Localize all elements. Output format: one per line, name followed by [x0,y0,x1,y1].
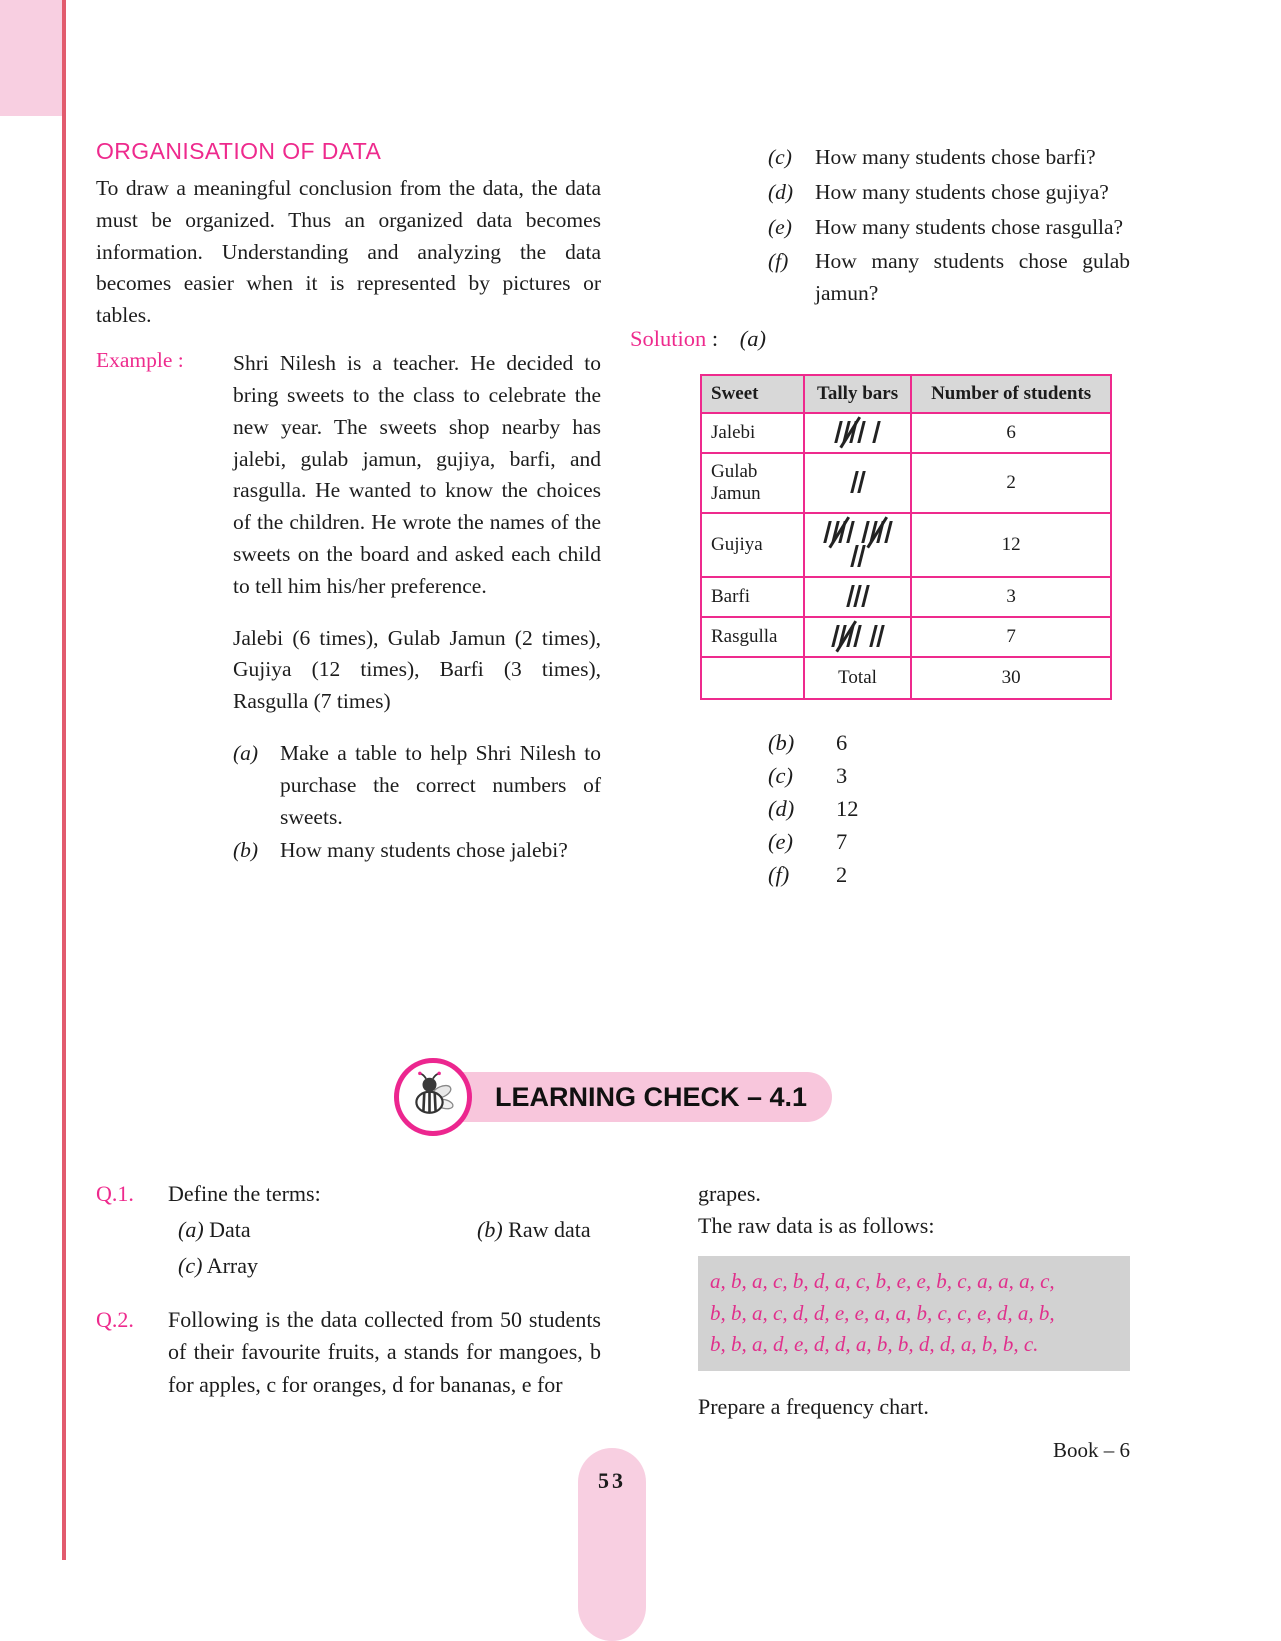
question-1-part-b [477,1214,591,1246]
sweet-name-cell: Gujiya [701,513,804,577]
tally-group-of-5 [824,521,854,545]
question-b [233,835,601,867]
page-number: 53 [598,1468,626,1493]
question-2 [96,1304,601,1400]
tally-singles [869,625,884,649]
answer-b-letter: (b) [768,730,795,756]
answer-b [768,726,1130,759]
tally-table [700,374,1112,700]
table-row [701,453,1111,513]
raw-data-line-1: a, b, a, c, b, d, a, c, b, e, e, b, c, a, a, a, c, [710,1269,1055,1294]
exercises-right-column [698,1178,1130,1423]
question-c [768,142,1130,174]
margin-rule [62,0,66,1560]
tally-singles [850,471,865,495]
tally-singles [846,585,869,609]
tally-group-of-5 [831,625,861,649]
raw-data-line-2: b, b, a, c, d, d, e, e, a, a, b, c, c, e, d, a, b, [710,1300,1055,1325]
count-cell: 6 [911,413,1111,453]
tally-group-of-5 [835,421,865,445]
q1-part-c-text: Array [202,1253,259,1279]
tally-cell [804,413,911,453]
table-row [701,617,1111,657]
section-heading: ORGANISATION OF DATA [96,138,382,164]
sweet-name-cell: Jalebi [701,413,804,453]
tally-group-of-5 [862,521,892,545]
count-cell: 2 [911,453,1111,513]
table-row [701,577,1111,617]
total-label-cell: Total [804,657,911,699]
q1-part-a-text: Data [203,1217,251,1243]
question-1-parts-row [168,1214,601,1246]
question-e-text: How many students chose rasgulla? [815,214,1124,239]
question-1-number: Q.1. [96,1181,134,1206]
tally-singles [873,421,881,445]
solution-answers [768,726,1130,891]
corner-decoration [0,0,66,116]
answer-c-value: 3 [836,763,848,789]
answer-c [768,759,1130,792]
tally-cell [804,453,911,513]
tally-singles [850,545,865,569]
question-f [768,246,1130,310]
answer-f [768,858,1130,891]
q1-part-b-text: Raw data [502,1217,591,1243]
count-cell: 3 [911,577,1111,617]
count-cell: 7 [911,617,1111,657]
answer-d [768,792,1130,825]
question-e-letter: (e) [768,214,792,239]
question-d-text: How many students chose gujiya? [815,179,1109,204]
question-a-letter: (a) [233,741,259,765]
tally-table-body [701,413,1111,699]
answer-c-letter: (c) [768,763,793,789]
q1-part-a-letter: (a) [178,1217,204,1243]
count-cell: 12 [911,513,1111,577]
question-f-text: How many students chose gulab jamun? [815,249,1130,306]
bee-icon [394,1058,472,1136]
learning-check-banner [0,1058,1281,1138]
question-a [233,738,601,833]
answer-d-value: 12 [836,796,859,822]
question-d [768,177,1130,209]
sweet-name-cell: Gulab Jamun [701,453,804,513]
q1-part-b-letter: (b) [477,1217,503,1243]
raw-data-line-3: b, b, a, d, e, d, d, a, b, b, d, d, a, b, b, c. [710,1332,1039,1357]
table-row [701,413,1111,453]
frequency-chart-instruction: Prepare a frequency chart. [698,1393,929,1419]
question-b-text: How many students chose jalebi? [280,838,568,863]
page-number-pill [578,1448,646,1641]
answer-f-value: 2 [836,862,848,888]
answer-b-value: 6 [836,730,848,756]
raw-data-box [698,1256,1130,1371]
tally-cell [804,577,911,617]
answer-d-letter: (d) [768,796,795,822]
question-1-part-c [168,1250,601,1282]
raw-data-intro: The raw data is as follows: [698,1213,935,1239]
question-b-letter: (b) [233,838,259,863]
question-a-text: Make a table to help Shri Nilesh to purchase the correct numbers of sweets. [280,741,601,829]
example-body: Shri Nilesh is a teacher. He decided to bring sweets to the class to celebrate the new year. The sweets shop nearby has jalebi, gulab jamun, gujiya, barfi, and rasgulla. He wanted to know the choices of the children. He wrote the names of the sweets on the board and asked each child to tell him his/her preference. [233,351,601,598]
question-2-continuation: grapes. [698,1181,761,1206]
question-f-letter: (f) [768,249,789,274]
question-2-number: Q.2. [96,1307,134,1333]
example-label: Example : [96,348,184,373]
question-d-letter: (d) [768,179,794,204]
question-e [768,212,1130,244]
answer-e [768,825,1130,858]
solution-line [630,326,1130,352]
questions-c-to-f [630,142,1130,310]
q1-part-c-letter: (c) [178,1253,203,1279]
table-total-row [701,657,1111,699]
answer-e-letter: (e) [768,829,793,855]
question-1-text: Define the terms: [168,1181,321,1206]
answer-e-value: 7 [836,829,848,855]
question-1 [96,1178,601,1282]
question-c-letter: (c) [768,145,792,169]
tally-cell [804,513,911,577]
tally-cell [804,617,911,657]
left-column [96,138,601,867]
header-sweet: Sweet [701,375,804,413]
answer-f-letter: (f) [768,862,790,888]
book-label: Book – 6 [1052,1438,1130,1462]
total-empty-cell [701,657,804,699]
sweet-name-cell: Rasgulla [701,617,804,657]
example-data-line: Jalebi (6 times), Gulab Jamun (2 times), Gujiya (12 times), Barfi (3 times), Rasgulla (7 times) [233,625,601,714]
learning-check-title: LEARNING CHECK – 4.1 [495,1082,808,1112]
total-value-cell: 30 [911,657,1111,699]
exercises-left-column [96,1178,601,1401]
table-header-row [701,375,1111,413]
right-column [630,140,1130,891]
table-row [701,513,1111,577]
header-number-of-students: Number of students [911,375,1111,413]
intro-paragraph: To draw a meaningful conclusion from the data, the data must be organized. Thus an organized data becomes information. Understanding and analyzing the data becomes easier when it is represented by pictures or tables. [96,176,601,328]
question-c-text: How many students chose barfi? [815,145,1096,169]
header-tally-bars: Tally bars [804,375,911,413]
solution-colon: : [706,326,724,352]
solution-part-a: (a) [739,326,767,352]
question-2-text: Following is the data collected from 50 students of their favourite fruits, a stands for mangoes, b for apples, c for oranges, d for bananas, e for [168,1307,601,1397]
solution-label: Solution [630,326,707,352]
sweet-name-cell: Barfi [701,577,804,617]
example-block [96,348,601,867]
